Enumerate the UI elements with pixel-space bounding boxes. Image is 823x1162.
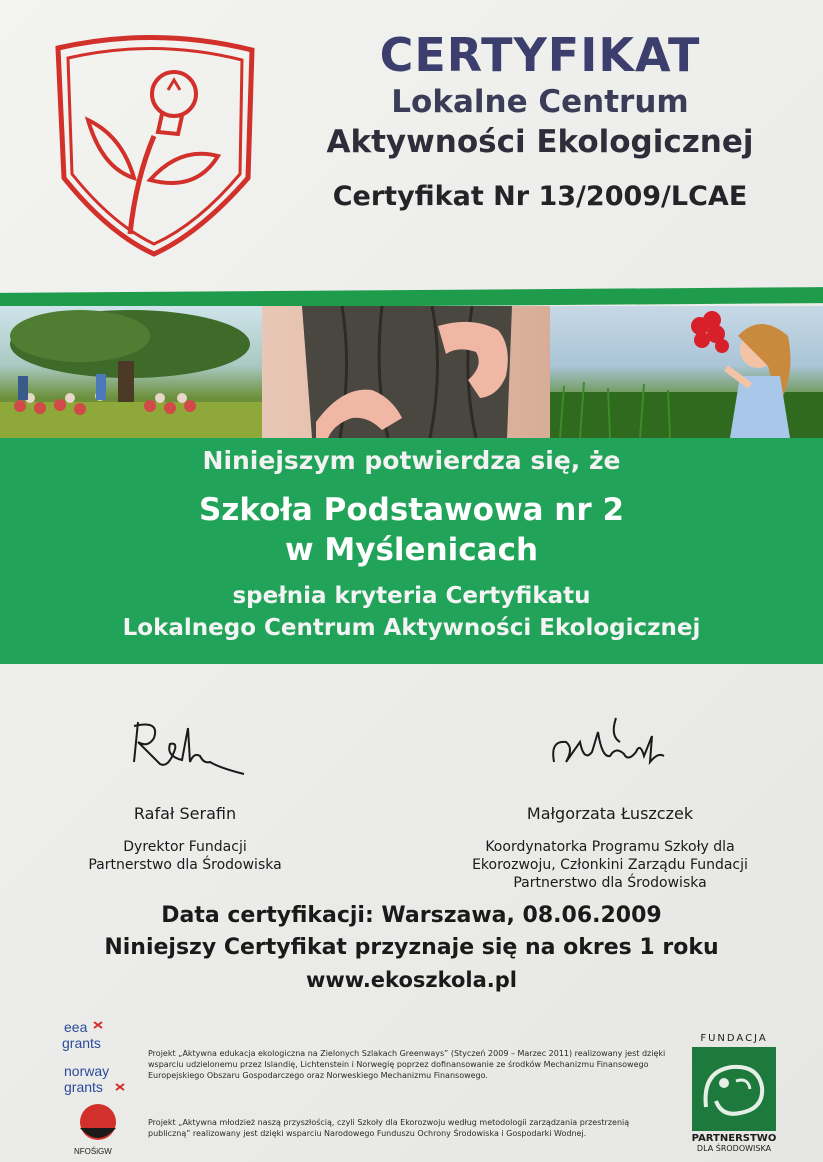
signature-left [120,712,250,782]
photo-girl-with-flowers [550,306,823,438]
confirmation-intro: Niniejszym potwierdza się, że [202,446,621,475]
certificate-subtitle-line2: Aktywności Ekologicznej [326,124,754,160]
confirmation-panel [0,438,823,664]
signatory-left-role: Dyrektor Fundacji Partnerstwo dla Środowiska [88,839,282,873]
foundation-bottom-sub: DLA ŚRODOWISKA [696,1144,772,1153]
certificate-header [280,28,800,214]
signature-right [540,712,680,782]
photo-children-under-tree [0,306,262,438]
svg-text:grants: grants [62,1035,101,1051]
certificate-footer [0,900,823,996]
school-name-line1: Szkoła Podstawowa nr 2 [198,492,625,528]
eea-grants-logo [60,1016,130,1058]
signatory-left [60,712,310,874]
signatory-right [460,712,760,892]
validity-statement: Niniejszy Certyfikat przyznaje się na okres 1 roku [104,935,719,960]
certification-date: Data certyfikacji: Warszawa, 08.06.2009 [161,903,662,928]
foundation-bottom-label: PARTNERSTWO [691,1133,777,1144]
svg-text:norway: norway [64,1063,110,1079]
certificate-subtitle-line1: Lokalne Centrum [391,84,689,120]
svg-text:grants: grants [64,1079,103,1095]
certificate-title: CERTYFIKAT [379,28,701,82]
foundation-emblem [692,1047,776,1131]
fine-print-nfosigw-project: Projekt „Aktywna młodzież naszą przyszłością, czyli Szkoły dla Ekorozwoju według metodologii zarządzania przestrzenią publiczną” realizowany jest dzięki wsparciu Narodowego Funduszu Ochrony Środowiska i Gospodarki Wodnej. [148,1118,630,1138]
certificate-number: Certyfikat Nr 13/2009/LCAE [332,181,748,212]
nfosigw-logo [72,1100,128,1158]
criteria-line2: Lokalnego Centrum Aktywności Ekologicznej [122,615,701,641]
signatory-right-role: Koordynatorka Programu Szkoły dla Ekorozwoju, Członkini Zarządu Fundacji Partnerstwo dla Środowiska [472,839,748,891]
foundation-logo [684,1033,784,1153]
svg-text:NFOŚiGW: NFOŚiGW [74,1147,112,1156]
photo-strip [0,306,823,438]
eco-shield-logo [50,28,260,260]
school-name-line2: w Myślenicach [284,532,539,568]
photo-hands-hugging-tree [262,306,550,438]
norway-grants-logo [62,1062,132,1098]
signatory-left-name: Rafał Serafin [133,804,237,823]
fine-print-eea-project: Projekt „Aktywna edukacja ekologiczna na Zielonych Szlakach Greenways” (Styczeń 2009 – Marzec 2011) realizowany jest dzięki wsparciu udzielonemu przez Islandię, Lichtenstein i Norwegię poprzez dofinansowanie ze środków Mechanizmu Finansowego Europejskiego Obszaru Gospodarczego oraz Norweskiego Mechanizmu Finansowego. [148,1049,666,1080]
svg-text:eea: eea [64,1019,88,1035]
foundation-top-label: FUNDACJA [700,1033,768,1044]
website-link[interactable]: www.ekoszkola.pl [305,968,518,992]
signatory-right-name: Małgorzata Łuszczek [526,804,694,823]
criteria-line1: spełnia kryteria Certyfikatu [232,583,591,609]
